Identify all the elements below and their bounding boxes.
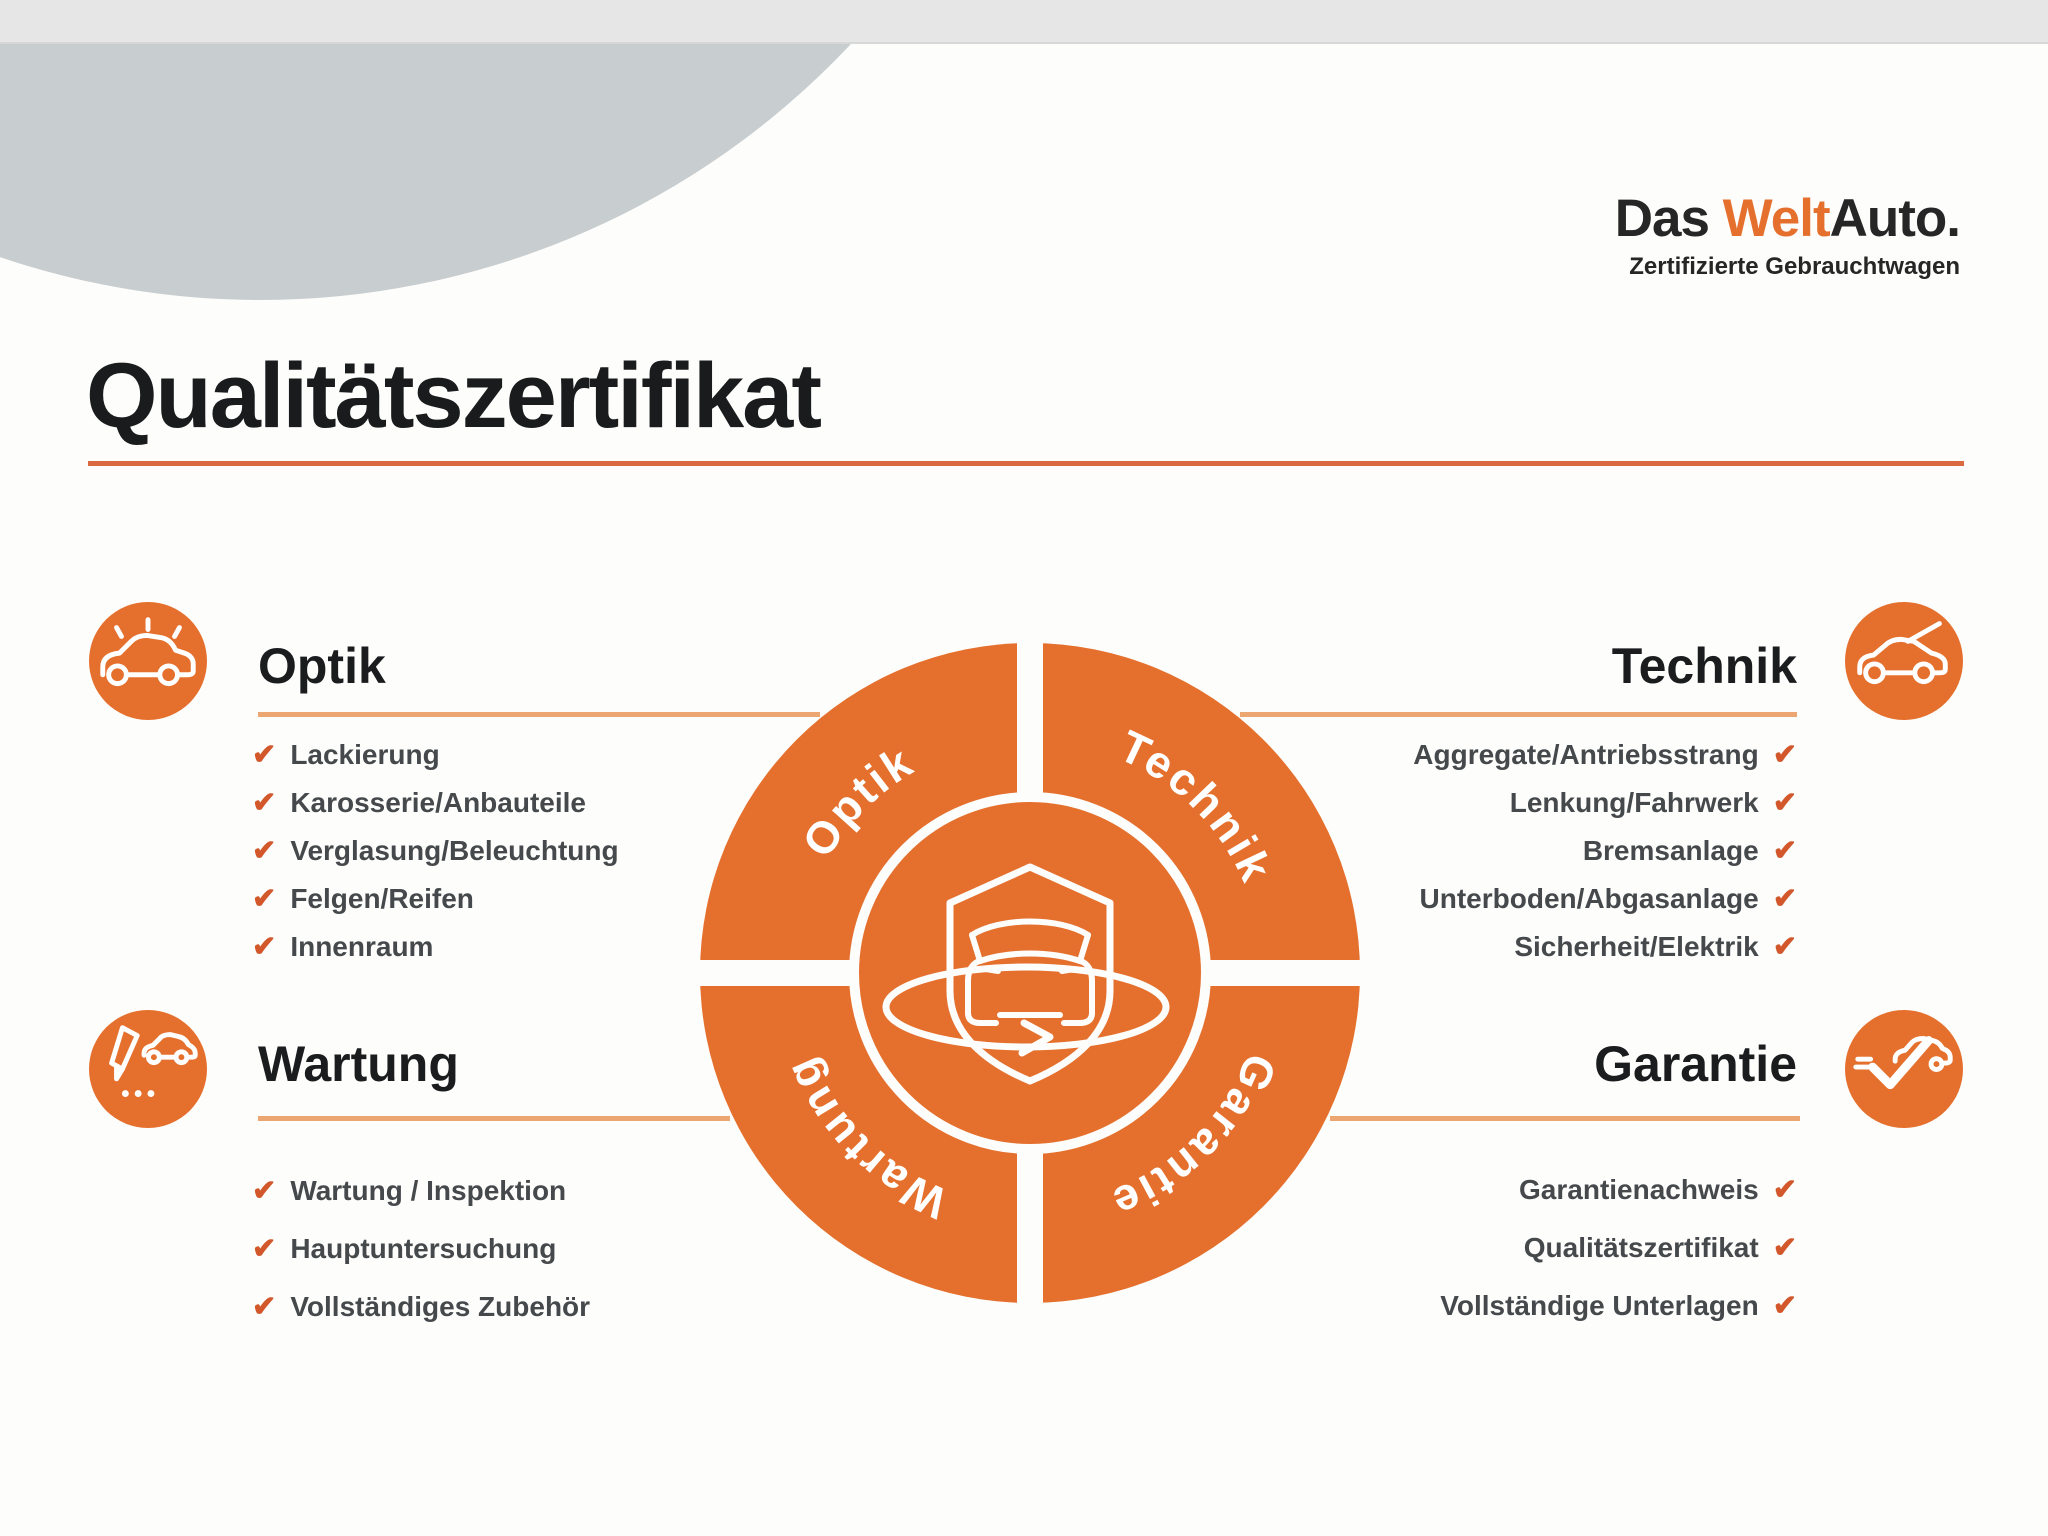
- check-icon: ✔: [1772, 930, 1797, 963]
- optik-heading: Optik: [258, 638, 386, 694]
- list-item-label: Felgen/Reifen: [290, 883, 474, 914]
- list-item: [252, 923, 619, 971]
- list-item: [252, 779, 619, 827]
- list-item-label: Garantienachweis: [1519, 1174, 1759, 1205]
- list-item: [1413, 779, 1797, 827]
- check-icon: ✔: [252, 1232, 277, 1265]
- check-icon: ✔: [1772, 1231, 1797, 1264]
- garantie-badge: [1845, 1010, 1963, 1128]
- garantie-heading: Garantie: [1594, 1036, 1797, 1092]
- check-icon: ✔: [252, 834, 277, 867]
- wheel-label-wartung-text: Wartung: [774, 1048, 955, 1229]
- list-item: [1440, 1161, 1797, 1219]
- check-icon: ✔: [1772, 786, 1797, 819]
- wartung-underline: [258, 1116, 730, 1121]
- list-item: [252, 1278, 590, 1336]
- garantie-underline: [1330, 1116, 1800, 1121]
- technik-heading: Technik: [1611, 638, 1797, 694]
- list-item-label: Verglasung/Beleuchtung: [290, 835, 619, 866]
- check-icon: ✔: [1772, 738, 1797, 771]
- technik-badge: [1845, 602, 1963, 720]
- wheel-label-garantie-text: Garantie: [1103, 1046, 1287, 1230]
- list-item: [252, 731, 619, 779]
- wartung-list: [252, 1162, 590, 1336]
- check-icon: ✔: [252, 1290, 277, 1323]
- list-item: [1413, 923, 1797, 971]
- list-item-label: Wartung / Inspektion: [290, 1175, 567, 1206]
- logo-das: Das: [1614, 189, 1723, 248]
- wartung-badge: [89, 1010, 207, 1128]
- optik-list: [252, 731, 619, 971]
- check-icon: ✔: [252, 786, 277, 819]
- list-item-label: Hauptuntersuchung: [290, 1233, 557, 1264]
- list-item-label: Innenraum: [290, 931, 434, 962]
- list-item-label: Vollständiges Zubehör: [290, 1291, 591, 1322]
- list-item-label: Bremsanlage: [1582, 835, 1759, 866]
- check-icon: ✔: [252, 882, 277, 915]
- list-item: [1413, 827, 1797, 875]
- list-item: [1440, 1277, 1797, 1335]
- car-shine-icon: [89, 602, 207, 720]
- check-icon: ✔: [252, 930, 277, 963]
- list-item-label: Qualitätszertifikat: [1523, 1232, 1759, 1263]
- wheel-label-technik-text: Technik: [1112, 720, 1283, 891]
- list-item: [1413, 731, 1797, 779]
- pencil-car-icon: [89, 1010, 207, 1128]
- top-band: [0, 0, 2048, 44]
- title-rule: [88, 461, 1964, 466]
- garantie-list: [1440, 1161, 1797, 1335]
- check-icon: ✔: [1772, 834, 1797, 867]
- list-item: [252, 875, 619, 923]
- list-item-label: Lackierung: [290, 739, 440, 770]
- technik-list: [1413, 731, 1797, 971]
- list-item-label: Karosserie/Anbauteile: [290, 787, 586, 818]
- list-item: [1440, 1219, 1797, 1277]
- list-item-label: Unterboden/Abgasanlage: [1419, 883, 1759, 914]
- list-item: [252, 1220, 590, 1278]
- list-item: [252, 1162, 590, 1220]
- check-icon: ✔: [252, 1174, 277, 1207]
- list-item: [252, 827, 619, 875]
- car-open-hood-icon: [1845, 602, 1963, 720]
- check-icon: ✔: [252, 738, 277, 771]
- quality-wheel: [700, 643, 1360, 1303]
- logo-auto: Auto.: [1829, 189, 1960, 248]
- wheel-label-optik-text: Optik: [792, 734, 923, 866]
- brand-logo: [1614, 189, 1960, 280]
- list-item-label: Sicherheit/Elektrik: [1514, 931, 1759, 962]
- brand-logo-subtitle: Zertifizierte Gebrauchtwagen: [1629, 253, 1960, 280]
- list-item: [1413, 875, 1797, 923]
- car-check-icon: [1845, 1010, 1963, 1128]
- optik-badge: [89, 602, 207, 720]
- check-icon: ✔: [1772, 882, 1797, 915]
- list-item-label: Vollständige Unterlagen: [1440, 1290, 1759, 1321]
- check-icon: ✔: [1772, 1289, 1797, 1322]
- logo-welt: Welt: [1722, 189, 1830, 248]
- wartung-heading: Wartung: [258, 1036, 459, 1092]
- page-title: Qualitätszertifikat: [86, 345, 820, 447]
- list-item-label: Aggregate/Antriebsstrang: [1413, 739, 1759, 770]
- brand-logo-wordmark: [1614, 189, 1960, 248]
- list-item-label: Lenkung/Fahrwerk: [1509, 787, 1759, 818]
- decorative-gray-circle: [0, 0, 1070, 300]
- check-icon: ✔: [1772, 1173, 1797, 1206]
